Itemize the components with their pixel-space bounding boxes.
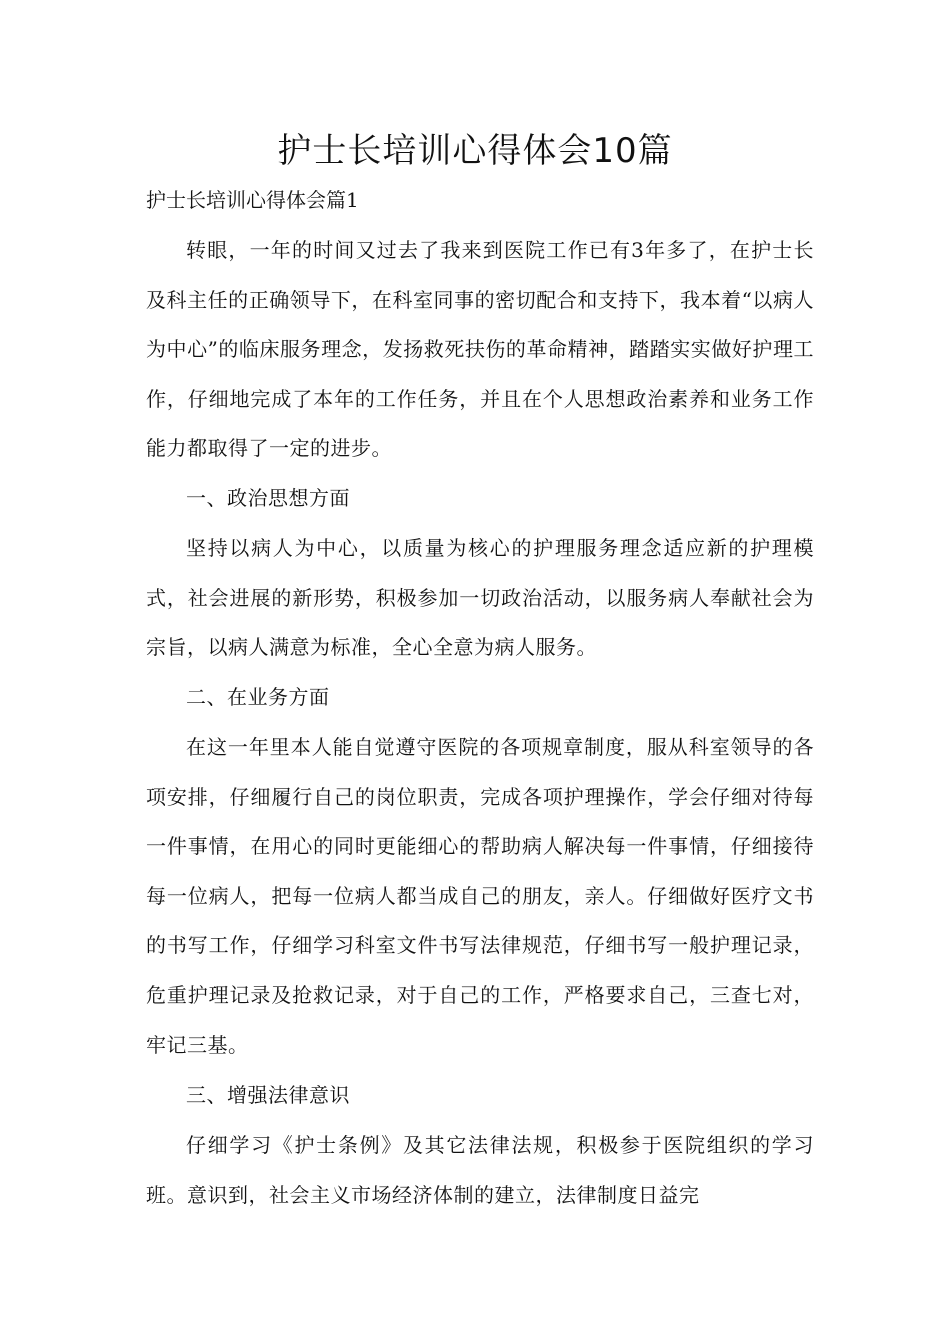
paragraph-business: 在这一年里本人能自觉遵守医院的各项规章制度，服从科室领导的各项安排，仔细履行自己的岗位职责，完成各项护理操作，学会仔细对待每一件事情，在用心的同时更能细心的帮助病人解决每一件事情，仔细接待每一位病人，把每一位病人都当成自己的朋友，亲人。仔细做好医疗文书的书写工作，仔细学习科室文件书写法律规范，仔细书写一般护理记录，危重护理记录及抢救记录，对于自己的工作，严格要求自己，三查七对，牢记三基。 (146, 735, 814, 1057)
heading-business: 二、在业务方面 (186, 685, 330, 709)
paragraph-political-thought: 坚持以病人为中心，以质量为核心的护理服务理念适应新的护理模式，社会进展的新形势，积极参加一切政治活动，以服务病人奉献社会为宗旨，以病人满意为标准，全心全意为病人服务。 (146, 536, 814, 660)
section-title: 护士长培训心得体会篇1 (146, 188, 359, 212)
document-title: 护士长培训心得体会10篇 (277, 131, 673, 171)
heading-legal-awareness: 三、增强法律意识 (186, 1083, 350, 1107)
paragraph-legal-awareness: 仔细学习《护士条例》及其它法律法规，积极参于医院组织的学习班。意识到，社会主义市场经济体制的建立，法律制度日益完 (146, 1133, 814, 1207)
heading-political-thought: 一、政治思想方面 (186, 486, 350, 510)
paragraph-intro: 转眼，一年的时间又过去了我来到医院工作已有3年多了，在护士长及科主任的正确领导下，在科室同事的密切配合和支持下，我本着“以病人为中心”的临床服务理念，发扬救死扶伤的革命精神，踏踏实实做好护理工作，仔细地完成了本年的工作任务，并且在个人思想政治素养和业务工作能力都取得了一定的进步。 (146, 238, 814, 461)
